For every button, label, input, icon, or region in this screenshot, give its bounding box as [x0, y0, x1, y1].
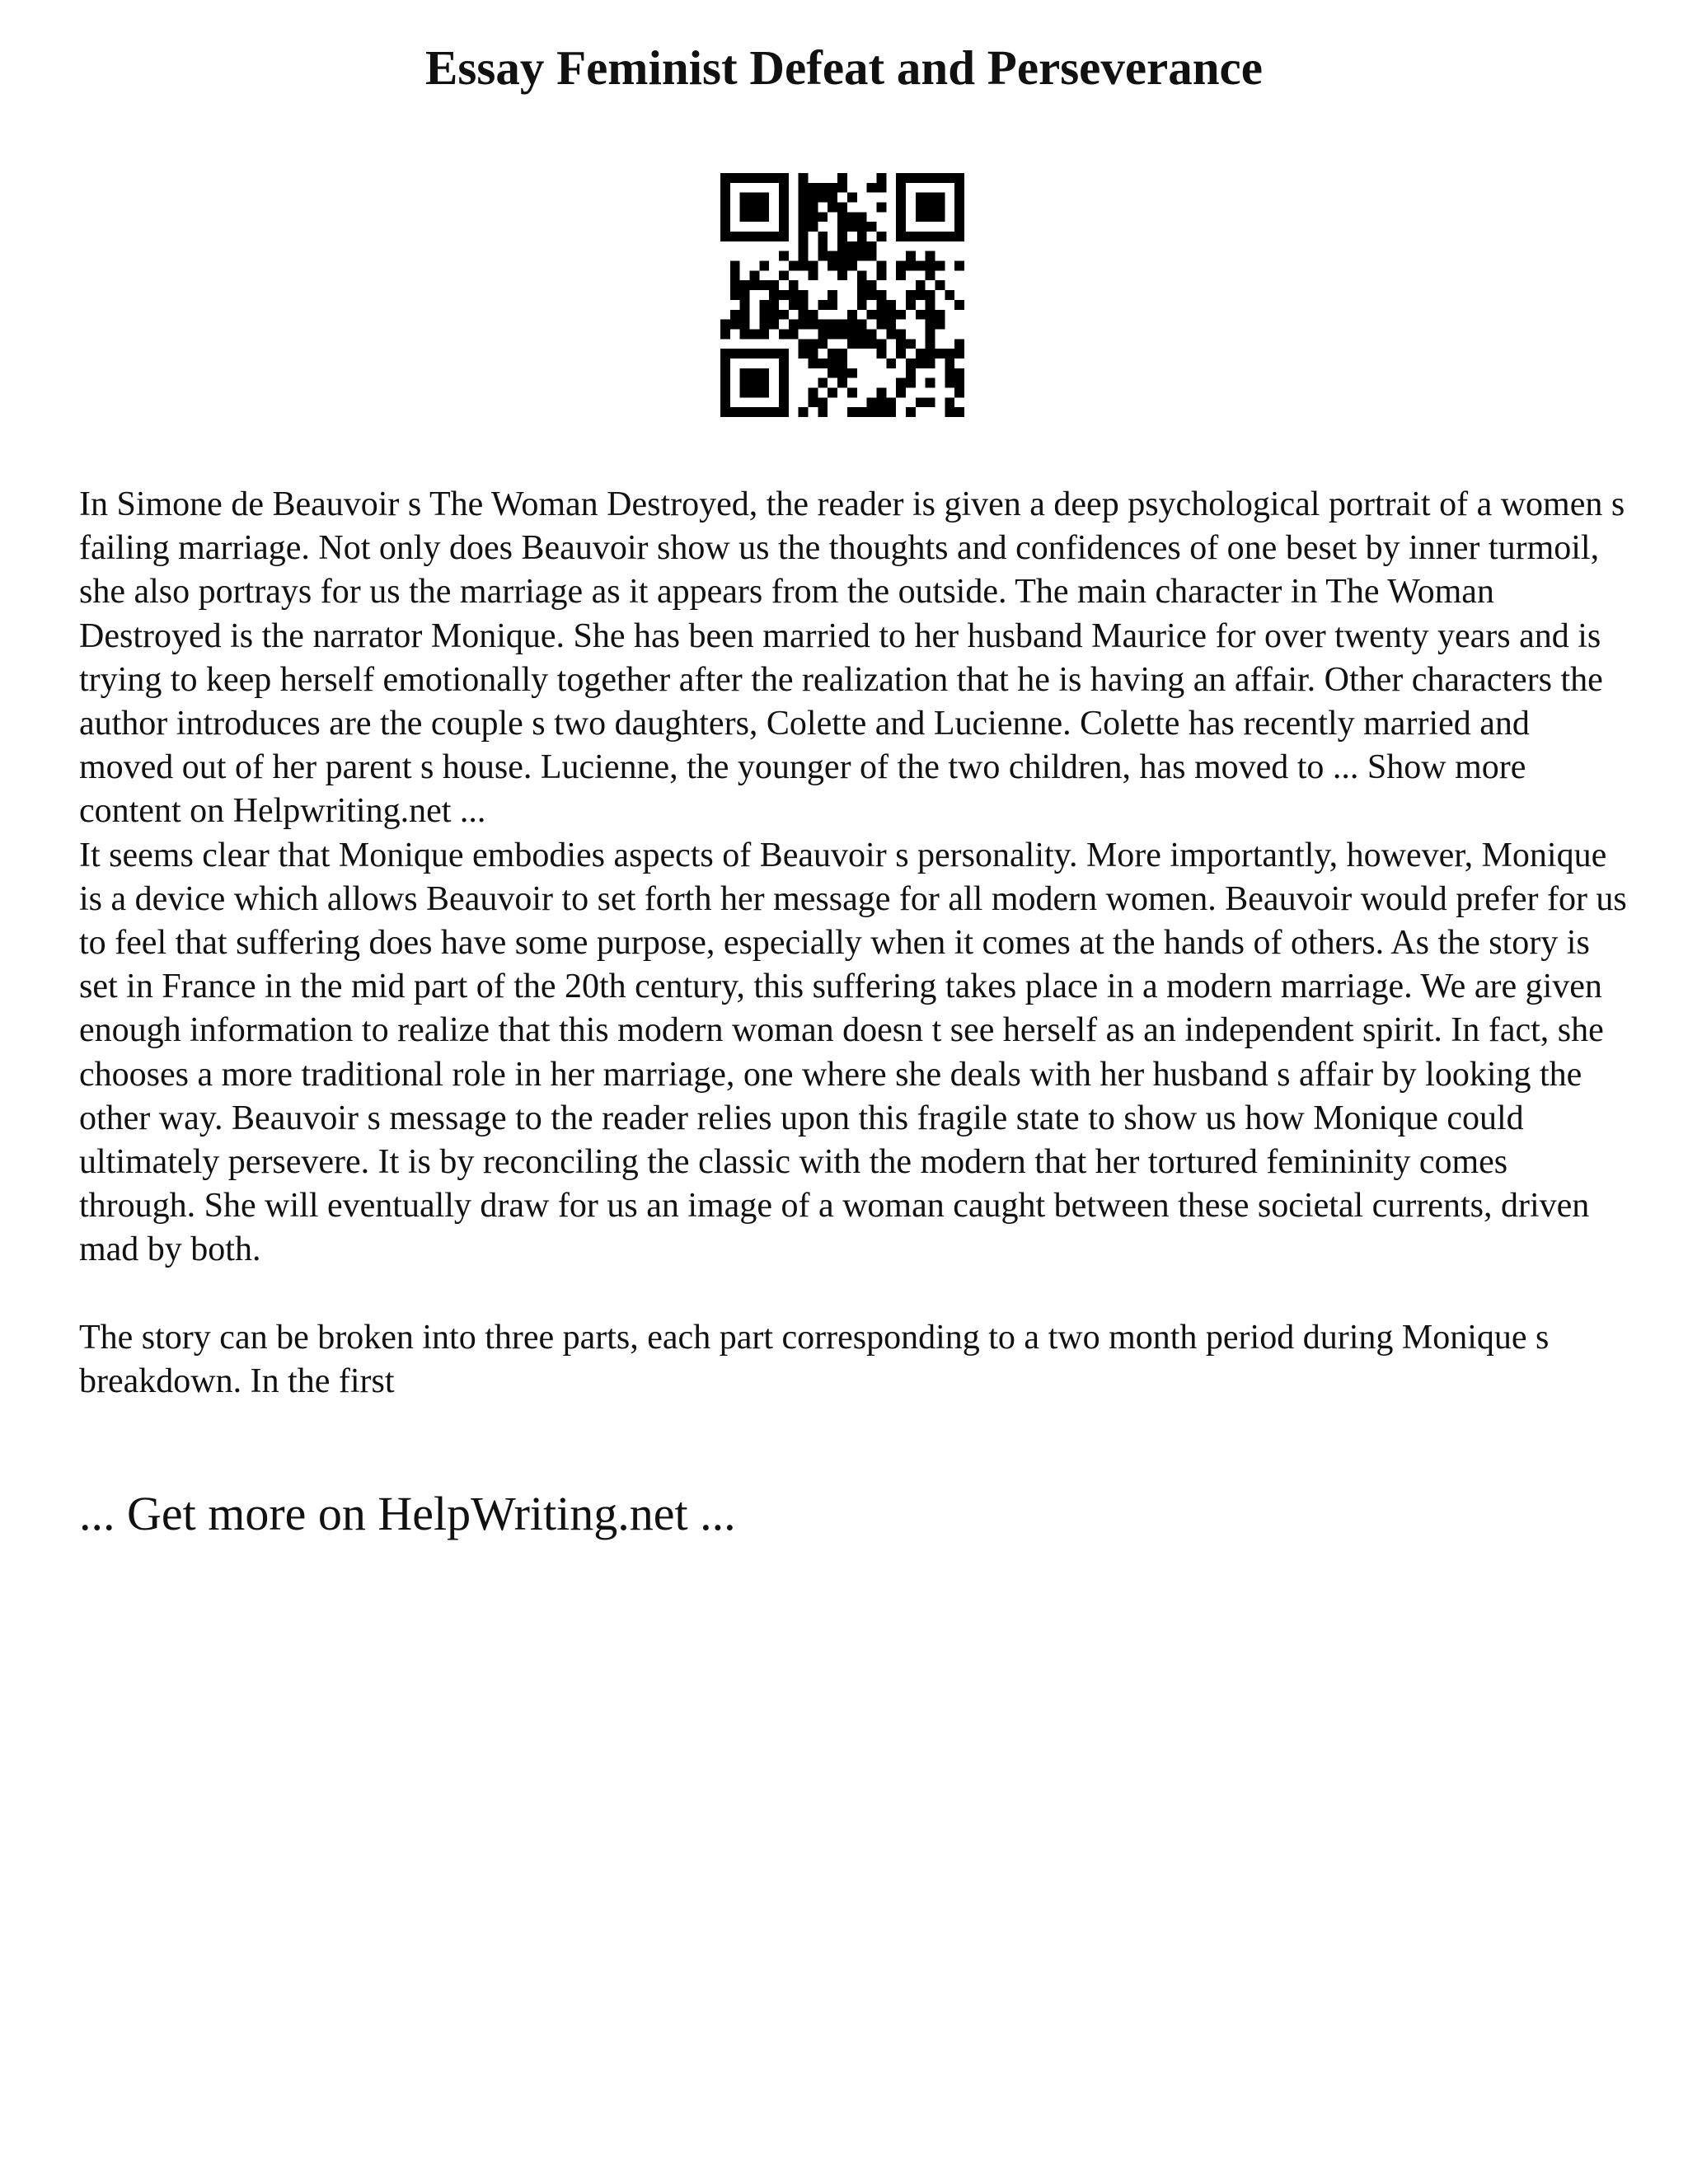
paragraph-analysis: It seems clear that Monique embodies aspects of Beauvoir s personality. More importantly, however, Monique is a device which allows Beauvoir to set forth her message for all modern women. Beauvoir would prefer for us to feel that suffering does have some purpose, especially when it comes at the hands of others. As the story is set in France in the mid part of the 20th century, this suffering takes place in a modern marriage. We are given enough information to realize that this modern woman doesn t see herself as an independent spirit. In fact, she chooses a more traditional role in her marriage, one where she deals with her husband s affair by looking the other way. Beauvoir s message to the reader relies upon this fragile state to show us how Monique could ultimately persevere. It is by reconciling the classic with the modern that her tortured femininity comes through. She will eventually draw for us an image of a woman caught between these societal currents, driven mad by both.: [79, 836, 1627, 1269]
qr-code-icon: [720, 173, 964, 417]
paragraph-intro: In Simone de Beauvoir s The Woman Destroyed, the reader is given a deep psychological portrait of a women s failing marriage. Not only does Beauvoir show us the thoughts and confidences of one beset by inner turmoil, she also portrays for us the marriage as it appears from the outside. The main character in The Woman Destroyed is the narrator Monique. She has been married to her husband Maurice for over twenty years and is trying to keep herself emotionally together after the realization that he is having an affair. Other characters the author introduces are the couple s two daughters, Colette and Lucienne. Colette has recently married and moved out of her parent s house. Lucienne, the younger of the two children, has moved to ... Show more content on Helpwriting.net ...: [79, 485, 1625, 831]
paragraph-structure: The story can be broken into three parts, each part corresponding to a two month period during Monique s breakdown. In the first: [79, 1318, 1550, 1400]
essay-body: [79, 483, 1629, 1404]
get-more-link[interactable]: ... Get more on HelpWriting.net ...: [79, 1487, 736, 1540]
page-title: Essay Feminist Defeat and Perseverance: [425, 40, 1263, 95]
